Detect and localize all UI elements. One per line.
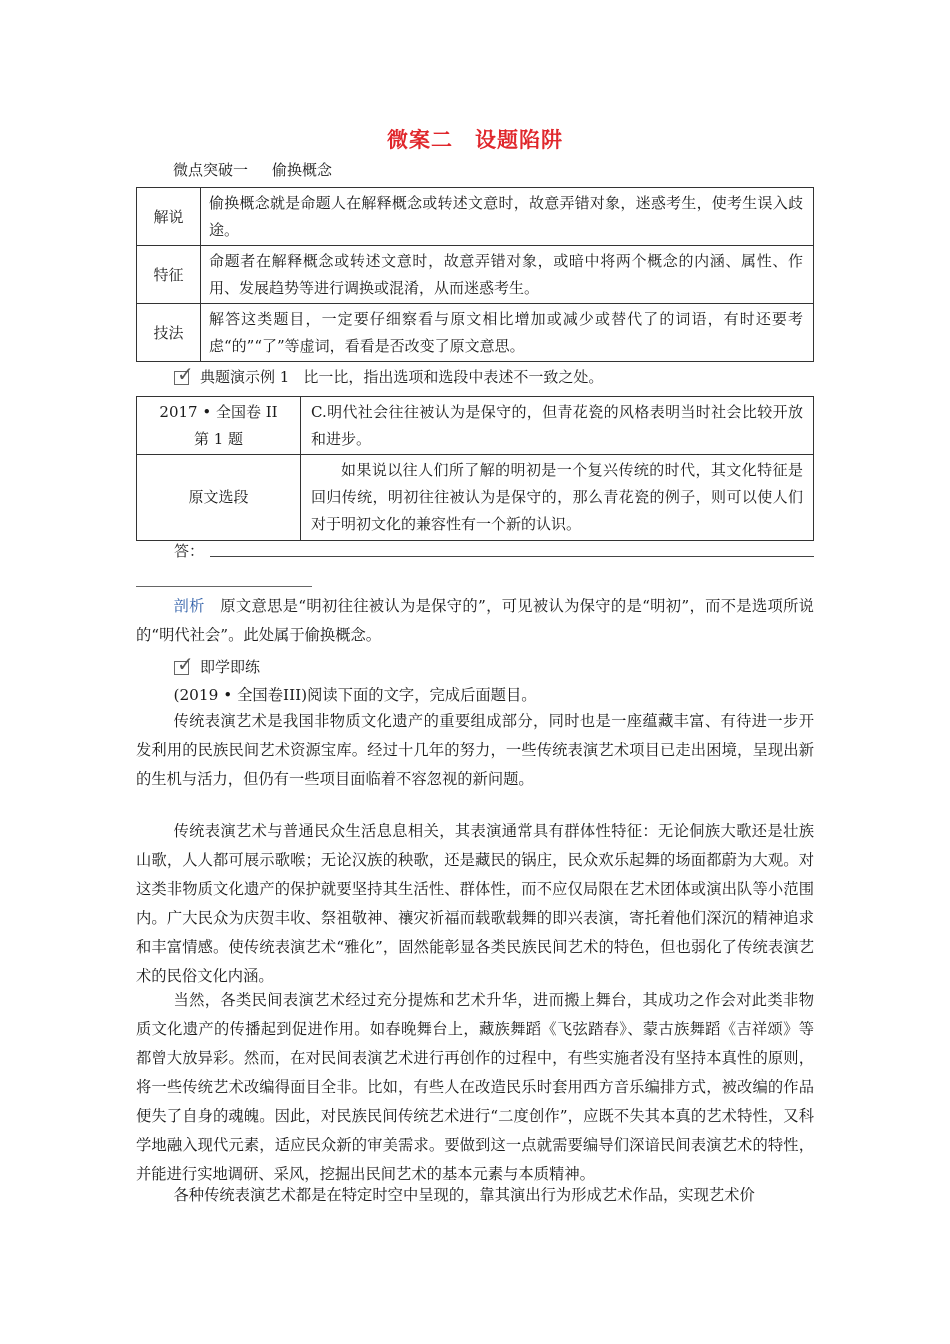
checkbox-icon: ✓ [174, 367, 196, 387]
source-label: 2017 • 全国卷 II 第 1 题 [137, 397, 301, 455]
concept-table [136, 187, 814, 362]
example-heading [174, 361, 604, 387]
table-row [137, 246, 814, 304]
title-part2: 设题陷阱 [475, 127, 563, 152]
section-subhead [173, 159, 332, 180]
table-row [137, 188, 814, 246]
row-label: 特征 [137, 246, 201, 304]
analysis-text: 原文意思是“明初往往被认为是保守的”，可见被认为保守的是“明初”，而不是选项所说的“明代社会”。此处属于偷换概念。 [136, 597, 814, 644]
row-text: 偷换概念就是命题人在解释概念或转述文意时，故意弄错对象，迷惑考生，使考生误入歧途。 [201, 188, 814, 246]
excerpt-text: 如果说以往人们所了解的明初是一个复兴传统的时代，其文化特征是回归传统，明初往往被认为是保守的，那么青花瓷的例子，则可以使人们对于明初文化的兼容性有一个新的认识。 [301, 455, 814, 541]
page-title [0, 124, 950, 154]
example-label: 典题演示例 1 [200, 368, 290, 386]
analysis-label: 剖析 [173, 597, 205, 615]
row-label: 解说 [137, 188, 201, 246]
checkbox-icon: ✓ [174, 657, 196, 677]
practice-label: 即学即练 [200, 658, 261, 676]
option-text: C.明代社会往往被认为是保守的，但青花瓷的风格表明当时社会比较开放和进步。 [301, 397, 814, 455]
example-table [136, 396, 814, 541]
body-paragraph: 各种传统表演艺术都是在特定时空中呈现的，靠其演出行为形成艺术作品，实现艺术价 [173, 1186, 755, 1204]
practice-heading [174, 651, 261, 677]
title-part1: 微案二 [387, 127, 453, 152]
body-paragraph: 传统表演艺术是我国非物质文化遗产的重要组成部分，同时也是一座蕴藏丰富、有待进一步开发利用的民族民间艺术资源宝库。经过十几年的努力，一些传统表演艺术项目已走出困境，呈现出新的生机与活力，但仍有一些项目面临着不容忽视的新问题。 [136, 712, 814, 788]
body-paragraph: 当然，各类民间表演艺术经过充分提炼和艺术升华，进而搬上舞台，其成功之作会对此类非物质文化遗产的传播起到促进作用。如春晚舞台上，藏族舞蹈《飞弦踏春》、蒙古族舞蹈《吉祥颂》等都曾大放异彩。然而，在对民间表演艺术进行再创作的过程中，有些实施者没有坚持本真性的原则，将一些传统艺术改编得面目全非。比如，有些人在改造民乐时套用西方音乐编排方式，被改编的作品便失了自身的魂魄。因此，对民族民间传统艺术进行“二度创作”，应既不失其本真的艺术特性，又科学地融入现代元素，适应民众新的审美需求。要做到这一点就需要编导们深谙民间表演艺术的特性，并能进行实地调研、采风，挖掘出民间艺术的基本元素与本质精神。 [136, 991, 814, 1183]
practice-source: (2019 • 全国卷III)阅读下面的文字，完成后面题目。 [173, 686, 537, 704]
excerpt-label: 原文选段 [137, 455, 301, 541]
body-paragraph: 传统表演艺术与普通民众生活息息相关，其表演通常具有群体性特征：无论侗族大歌还是壮族山歌，人人都可展示歌喉；无论汉族的秧歌，还是藏民的锅庄，民众欢乐起舞的场面都蔚为大观。对这类非物质文化遗产的保护就要坚持其生活性、群体性，而不应仅局限在艺术团体或演出队等小范围内。广大民众为庆贺丰收、祭祖敬神、禳灾祈福而载歌载舞的即兴表演，寄托着他们深沉的精神追求和丰富情感。使传统表演艺术“雅化”，固然能彰显各类民族民间艺术的特色，但也弱化了传统表演艺术的民俗文化内涵。 [136, 822, 814, 985]
row-text: 命题者在解释概念或转述文意时，故意弄错对象，或暗中将两个概念的内涵、属性、作用、发展趋势等进行调换或混淆，从而迷惑考生。 [201, 246, 814, 304]
subhead-topic: 偷换概念 [272, 161, 333, 179]
row-text: 解答这类题目，一定要仔细察看与原文相比增加或减少或替代了的词语，有时还要考虑“的”“了”等虚词，看看是否改变了原文意思。 [201, 304, 814, 362]
row-label: 技法 [137, 304, 201, 362]
table-row [137, 304, 814, 362]
answer-line [210, 556, 814, 557]
divider [136, 586, 312, 587]
answer-label: 答： [174, 542, 205, 560]
example-text: 比一比，指出选项和选段中表述不一致之处。 [303, 368, 604, 386]
subhead-label: 微点突破一 [173, 161, 249, 179]
table-row [137, 397, 814, 455]
table-row [137, 455, 814, 541]
analysis-paragraph [136, 592, 814, 650]
